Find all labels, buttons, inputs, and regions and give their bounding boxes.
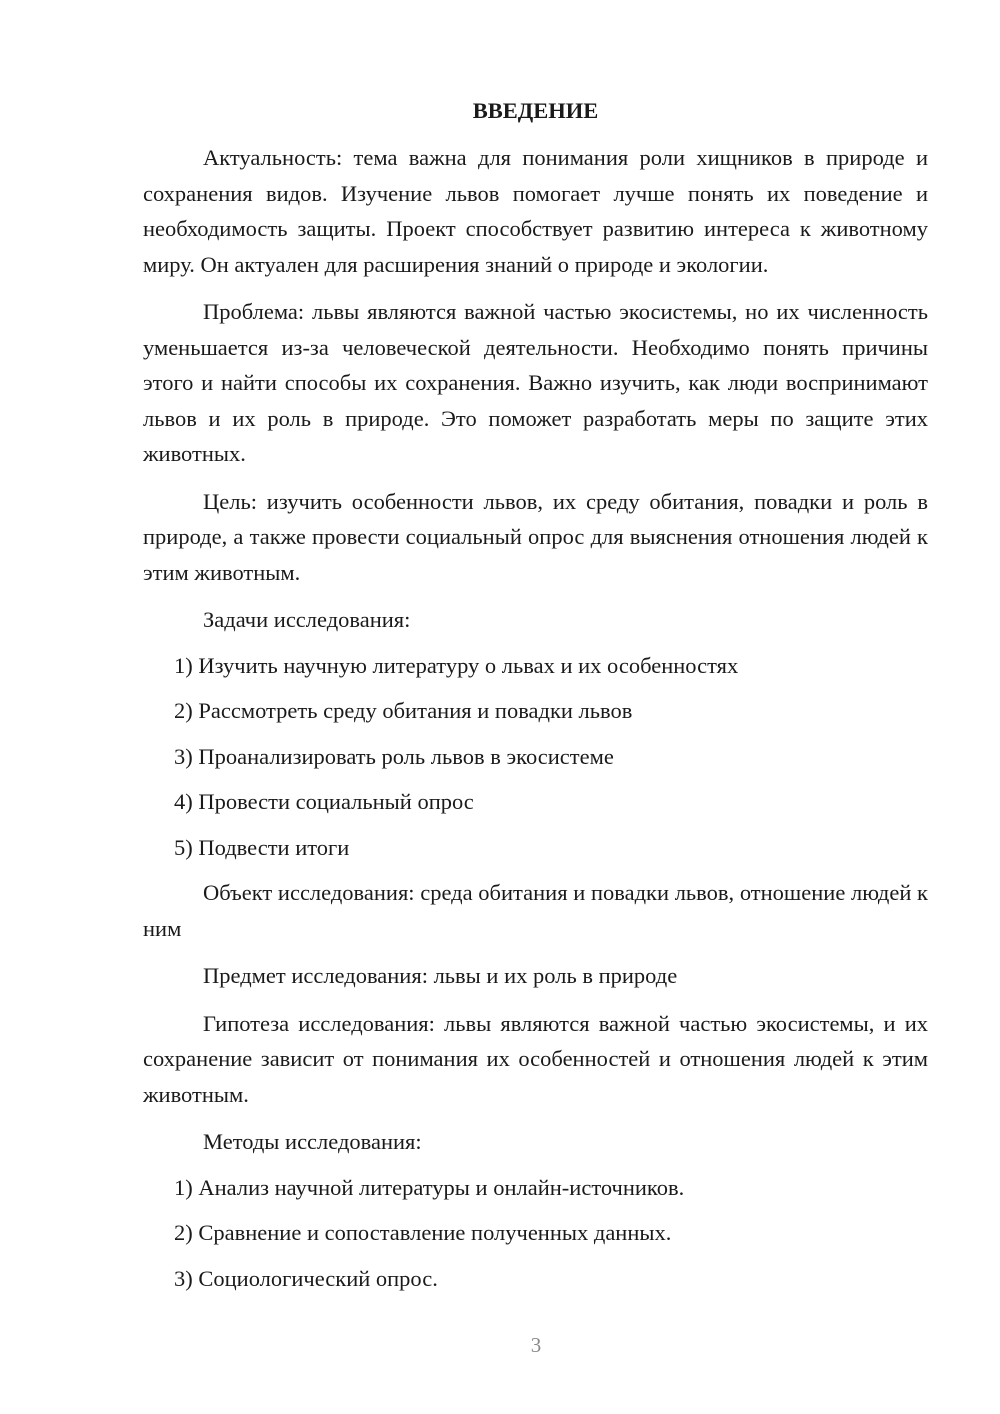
task-item: 4) Провести социальный опрос — [174, 789, 474, 814]
method-item: 1) Анализ научной литературы и онлайн-источников. — [174, 1174, 685, 1200]
problem-paragraph: Проблема: львы являются важной частью экосистемы, но их численность уменьшается из-за человеческой деятельности. Необходимо понять причины этого и найти способы их сохранения. Важно изучить, как люди воспринимают львов и их роль в природе. Это поможет разработать меры по защите этих животных. — [143, 299, 928, 466]
hypothesis-paragraph: Гипотеза исследования: львы являются важной частью экосистемы, и их сохранение зависит от понимания их особенностей и отношения людей к этим животным. — [143, 1010, 928, 1107]
task-item: 1) Изучить научную литературу о львах и их особенностях — [174, 652, 739, 678]
goal-paragraph: Цель: изучить особенности львов, их среду обитания, повадки и роль в природе, а также провести социальный опрос для выяснения отношения людей к этим животным. — [143, 488, 928, 585]
method-item: 3) Социологический опрос. — [174, 1265, 438, 1291]
task-item: 2) Рассмотреть среду обитания и повадки львов — [174, 698, 633, 723]
task-item: 3) Проанализировать роль львов в экосистеме — [174, 743, 614, 769]
object-paragraph: Объект исследования: среда обитания и повадки львов, отношение людей к ним — [143, 880, 928, 941]
section-heading: ВВЕДЕНИЕ — [472, 98, 599, 123]
page-number: 3 — [530, 1333, 542, 1357]
relevance-paragraph: Актуальность: тема важна для понимания роли хищников в природе и сохранения видов. Изучение львов помогает лучше понять их поведение и необходимость защиты. Проект способствует развитию интереса к животному миру. Он актуален для расширения знаний о природе и экологии. — [143, 145, 928, 277]
method-item: 2) Сравнение и сопоставление полученных данных. — [174, 1220, 672, 1245]
methods-label: Методы исследования: — [203, 1129, 422, 1154]
tasks-label: Задачи исследования: — [203, 607, 411, 632]
task-item: 5) Подвести итоги — [174, 834, 350, 860]
subject-paragraph: Предмет исследования: львы и их роль в природе — [203, 963, 678, 988]
page-content — [143, 93, 928, 1306]
